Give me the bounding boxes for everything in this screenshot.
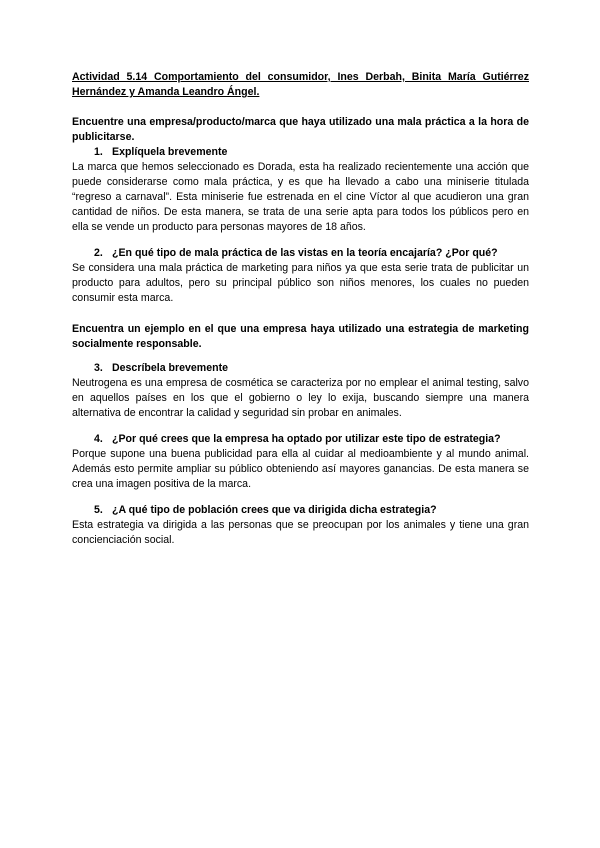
section-2-heading: Encuentra un ejemplo en el que una empresa haya utilizado una estrategia de marketing socialmente responsable. — [72, 323, 529, 350]
question-1-number: 1. — [94, 146, 103, 158]
question-2-heading — [72, 246, 529, 261]
question-2-answer: Se considera una mala práctica de marketing para niños ya que esta serie trata de publicitar un producto para adultos, pero su principal público son niños menores, los cuales no pueden consumir esta marca. — [72, 262, 529, 304]
question-2-title: ¿En qué tipo de mala práctica de las vistas en la teoría encajaría? ¿Por qué? — [112, 247, 498, 259]
question-5-heading — [72, 503, 529, 518]
question-3-number: 3. — [94, 362, 103, 374]
question-4-number: 4. — [94, 433, 103, 445]
question-3-answer: Neutrogena es una empresa de cosmética se caracteriza por no emplear el animal testing, salvo en aquellos países en los que el gobierno o ley lo exija, buscando siempre una manera alternativa de encontrar la calidad y seguridad sin probar en animales. — [72, 377, 529, 419]
question-4-answer: Porque supone una buena publicidad para ella al cuidar al medioambiente y al mundo animal. Además esto permite ampliar su público obteniendo así mayores ganancias. De esta manera se crea una imagen positiva de la marca. — [72, 448, 529, 490]
section-1-heading: Encuentre una empresa/producto/marca que haya utilizado una mala práctica a la hora de publicitarse. — [72, 116, 529, 143]
question-3-heading — [72, 361, 529, 376]
question-1-answer: La marca que hemos seleccionado es Dorada, esta ha realizado recientemente una acción que puede considerarse como mala práctica, y es que ha llevado a cabo una miniserie titulada “regreso a carnaval”. Esta miniserie fue estrenada en el cine Víctor al que acudieron una gran cantidad de niños. De esta manera, se trata de una serie apta para todos los públicos pero en ella se vende un producto para personas mayores de 18 años. — [72, 161, 529, 233]
question-5-number: 5. — [94, 504, 103, 516]
question-4-heading — [72, 432, 529, 447]
question-5-answer: Esta estrategia va dirigida a las personas que se preocupan por los animales y tiene una gran concienciación social. — [72, 519, 529, 546]
question-3-title: Descríbela brevemente — [112, 362, 229, 374]
question-5-title: ¿A qué tipo de población crees que va dirigida dicha estrategia? — [112, 504, 437, 516]
question-2-number: 2. — [94, 247, 103, 259]
question-1-title: Explíquela brevemente — [112, 146, 228, 158]
question-1-heading — [72, 145, 529, 160]
document-title: Actividad 5.14 Comportamiento del consumidor, Ines Derbah, Binita María Gutiérrez Hernández y Amanda Leandro Ángel. — [72, 71, 529, 98]
question-4-title: ¿Por qué crees que la empresa ha optado por utilizar este tipo de estrategia? — [112, 433, 501, 445]
